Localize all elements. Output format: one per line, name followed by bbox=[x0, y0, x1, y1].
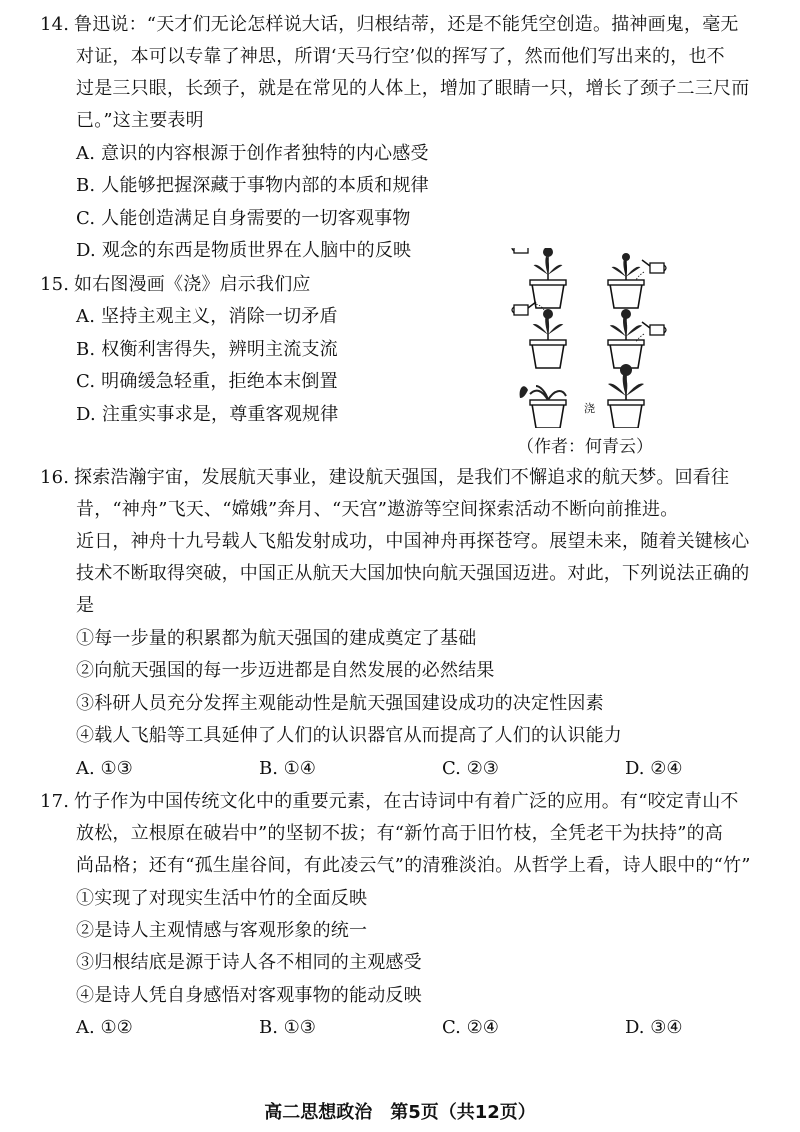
q16-choice-d: D. ②④ bbox=[625, 758, 683, 779]
q17-choice-b: B. ①③ bbox=[259, 1017, 316, 1038]
q15-option-b: B. 权衡利害得失，辨明主流支流 bbox=[76, 339, 338, 360]
watering-cartoon bbox=[508, 248, 678, 428]
q14-line-3: 过是三只眼，长颈子，就是在常见的人体上，增加了眼睛一只，增长了颈子二三尺而 bbox=[76, 78, 750, 99]
panel-2-left bbox=[512, 302, 566, 368]
cartoon-title: 浇 bbox=[584, 402, 595, 415]
q17-line-3: 尚品格；还有“孤生崖谷间，有此凌云气”的清雅淡泊。从哲学上看，诗人眼中的“竹” bbox=[76, 855, 751, 876]
q17-line-1: 17. 竹子作为中国传统文化中的重要元素，在古诗词中有着广泛的应用。有“咬定青山不 bbox=[40, 791, 739, 812]
q15-option-c: C. 明确缓急轻重，拒绝本末倒置 bbox=[76, 371, 338, 392]
q14-number: 14. bbox=[40, 14, 70, 35]
q15-stem: 15. 如右图漫画《浇》启示我们应 bbox=[40, 274, 311, 295]
q15-option-a: A. 坚持主观主义，消除一切矛盾 bbox=[76, 306, 338, 327]
q17-line-2: 放松，立根原在破岩中”的坚韧不拔；有“新竹高于旧竹枝，全凭老干为扶持”的高 bbox=[76, 823, 724, 844]
q14-line-2: 对证，本可以专靠了神思，所谓‘天马行空’似的挥写了，然而他们写出来的，也不 bbox=[76, 46, 725, 67]
panel-1-left bbox=[512, 248, 566, 308]
q16-line-5: 是 bbox=[76, 595, 95, 616]
q14-option-a: A. 意识的内容根源于创作者独特的内心感受 bbox=[76, 143, 429, 164]
q16-choice-c: C. ②③ bbox=[442, 758, 499, 779]
q15-option-d: D. 注重实事求是，尊重客观规律 bbox=[76, 404, 339, 425]
q15-number: 15. bbox=[40, 274, 70, 295]
q17-choice-a: A. ①② bbox=[76, 1017, 133, 1038]
q17-choice-d: D. ③④ bbox=[625, 1017, 683, 1038]
q17-statement-1: ①实现了对现实生活中竹的全面反映 bbox=[76, 888, 368, 909]
panel-3-right-thriving bbox=[608, 364, 644, 428]
q16-statement-2: ②向航天强国的每一步迈进都是自然发展的必然结果 bbox=[76, 660, 495, 681]
q16-choice-b: B. ①④ bbox=[259, 758, 316, 779]
q16-statement-3: ③科研人员充分发挥主观能动性是航天强国建设成功的决定性因素 bbox=[76, 693, 604, 714]
q16-statement-4: ④载人飞船等工具延伸了人们的认识器官从而提高了人们的认识能力 bbox=[76, 725, 622, 746]
q17-choice-c: C. ②④ bbox=[442, 1017, 499, 1038]
q16-choice-a: A. ①③ bbox=[76, 758, 133, 779]
q14-option-b: B. 人能够把握深藏于事物内部的本质和规律 bbox=[76, 175, 429, 196]
q16-number: 16. bbox=[40, 467, 70, 488]
q17-statement-4: ④是诗人凭自身感悟对客观事物的能动反映 bbox=[76, 985, 422, 1006]
cartoon-caption: （作者：何青云） bbox=[517, 437, 653, 457]
q16-line-1: 16. 探索浩瀚宇宙，发展航天事业，建设航天强国，是我们不懈追求的航天梦。回看往 bbox=[40, 467, 730, 488]
panel-1-right bbox=[608, 253, 666, 308]
q14-option-d: D. 观念的东西是物质世界在人脑中的反映 bbox=[76, 240, 412, 261]
panel-3-left-wilted bbox=[520, 386, 566, 428]
q16-line-4: 技术不断取得突破，中国正从航天大国加快向航天强国迈进。对此，下列说法正确的 bbox=[76, 563, 750, 584]
q14-option-c: C. 人能创造满足自身需要的一切客观事物 bbox=[76, 208, 411, 229]
page-footer: 高二思想政治 第5页（共12页） bbox=[264, 1102, 536, 1123]
q16-line-3: 近日，神舟十九号载人飞船发射成功，中国神舟再探苍穹。展望未来，随着关键核心 bbox=[76, 531, 750, 552]
q17-number: 17. bbox=[40, 791, 70, 812]
q14-line-4: 已。”这主要表明 bbox=[76, 110, 204, 131]
q16-line-2: 昔，“神舟”飞天、“嫦娥”奔月、“天宫”遨游等空间探索活动不断向前推进。 bbox=[76, 499, 679, 520]
panel-2-right bbox=[608, 309, 666, 368]
q17-statement-3: ③归根结底是源于诗人各不相同的主观感受 bbox=[76, 952, 422, 973]
q17-statement-2: ②是诗人主观情感与客观形象的统一 bbox=[76, 920, 368, 941]
q16-statement-1: ①每一步量的积累都为航天强国的建成奠定了基础 bbox=[76, 628, 477, 649]
q14-line-1: 14. 鲁迅说：“天才们无论怎样说大话，归根结蒂，还是不能凭空创造。描神画鬼，毫无 bbox=[40, 14, 739, 35]
